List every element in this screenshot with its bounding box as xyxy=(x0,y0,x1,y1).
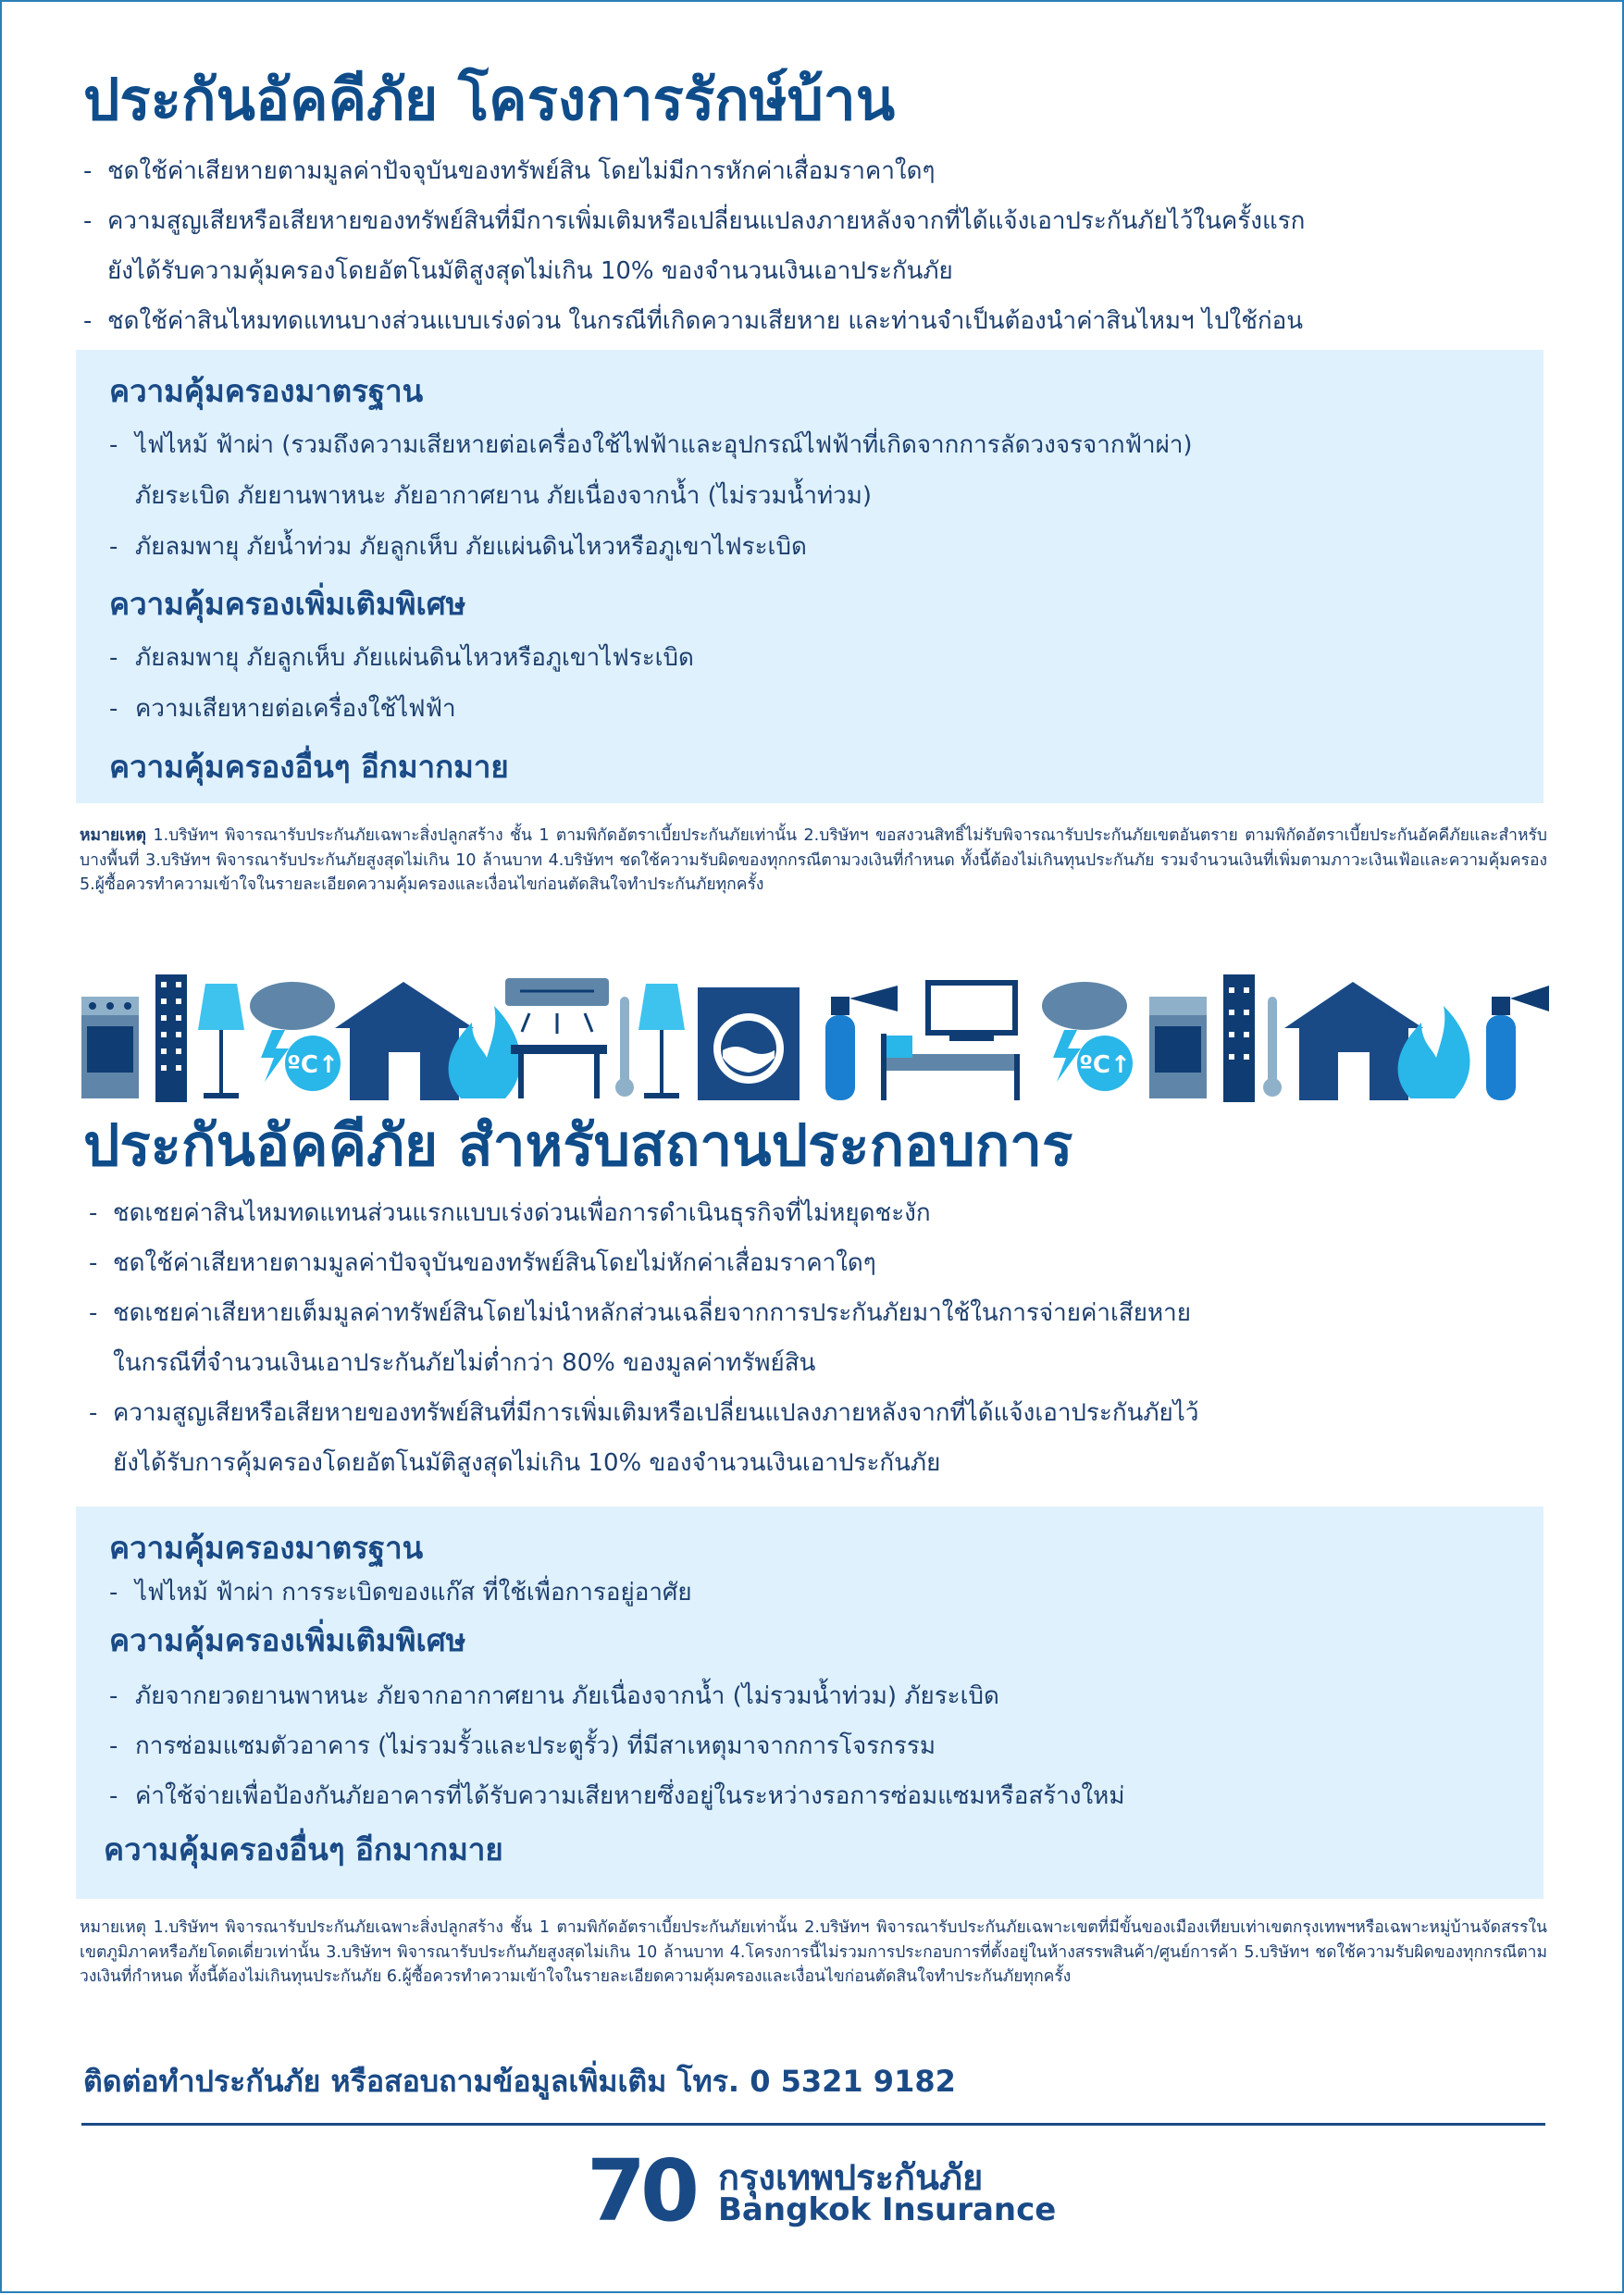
tv-icon xyxy=(925,980,1018,1041)
home-bullet: - ความสูญเสียหรือเสียหายของทรัพย์สินที่มีการเพิ่มเติมหรือเปลี่ยนแปลงภายหลังจากที่ได้แจ้งเอาประกันภัยไว้ในครั้งแรก xyxy=(83,207,1306,235)
business-bullet: - ชดเชยค่าสินไหมทดแทนส่วนแรกแบบเร่งด่วนเพื่อการดำเนินธุรกิจที่ไม่หยุดชะงัก xyxy=(89,1199,931,1227)
logo-thai-name: กรุงเทพประกันภัย xyxy=(718,2157,984,2198)
logo-70-mark: 70 xyxy=(587,2141,695,2240)
business-title: ประกันอัคคีภัย สำหรับสถานประกอบการ xyxy=(83,1111,1073,1179)
home-standard-item: ภัยระเบิด ภัยยานพาหนะ ภัยอากาศยาน ภัยเนื่องจากน้ำ (ไม่รวมน้ำท่วม) xyxy=(135,482,873,510)
home-extra-item: - ภัยลมพายุ ภัยลูกเห็บ ภัยแผ่นดินไหวหรือภูเขาไฟระเบิด xyxy=(109,644,694,672)
bangkok-insurance-logo xyxy=(587,2141,1057,2240)
bed-icon xyxy=(881,1034,1020,1100)
logo-english-name: Bangkok Insurance xyxy=(718,2191,1057,2228)
stove-icon xyxy=(1149,997,1207,1098)
home-bullet: - ชดใช้ค่าสินไหมทดแทนบางส่วนแบบเร่งด่วน ในกรณีที่เกิดความเสียหาย และท่านจำเป็นต้องนำค่าสินไหมฯ ไปใช้ก่อน xyxy=(83,307,1303,335)
flyer-page xyxy=(2,2,1624,2295)
business-extra-item: - การซ่อมแซมตัวอาคาร (ไม่รวมรั้วและประตูรั้ว) ที่มีสาเหตุมาจากการโจรกรรม xyxy=(109,1732,936,1760)
temperature-icon xyxy=(1077,1036,1133,1091)
lamp-icon xyxy=(638,984,685,1098)
business-bullet: - ชดใช้ค่าเสียหายตามมูลค่าปัจจุบันของทรัพย์สินโดยไม่หักค่าเสื่อมราคาใดๆ xyxy=(89,1249,876,1277)
svg-text:ºC↑: ºC↑ xyxy=(1079,1051,1131,1079)
business-standard-heading: ความคุ้มครองมาตรฐาน xyxy=(109,1530,424,1566)
fire-extinguisher-icon xyxy=(1486,986,1549,1100)
business-extra-item: - ค่าใช้จ่ายเพื่อป้องกันภัยอาคารที่ได้รับความเสียหายซึ่งอยู่ในระหว่างรอการซ่อมแซมหรือสร้างใหม่ xyxy=(109,1782,1125,1810)
thermometer-icon xyxy=(615,997,634,1097)
home-extra-heading: ความคุ้มครองเพิ่มเติมพิเศษ xyxy=(109,586,466,622)
home-note: หมายเหตุ 1.บริษัทฯ พิจารณารับประกันภัยเฉพาะสิ่งปลูกสร้าง ชั้น 1 ตามพิกัดอัตราเบี้ยประกันภัยเท่านั้น 2.บริษัทฯ ขอสงวนสิทธิ์ไม่รับพิจารณารับประกันภัยเขตอันตราย ตามพิกัดอัตราเบี้ยประกันอัคคีภัยและสำหรับบางพื้นที่ 3.บริษัทฯ พิจารณารับประกันภัยสูงสุดไม่เกิน 10 ล้านบาท 4.บริษัทฯ ชดใช้ความรับผิดของทุกกรณีตามวงเงินที่กำหนด ทั้งนี้ต้องไม่เกินทุนประกันภัย รวมจำนวนเงินที่เพิ่มตามภาวะเงินเฟ้อและความคุ้มครอง 5.ผู้ซื้อควรทำความเข้าใจในรายละเอียดความคุ้มครองและเงื่อนไขก่อนตัดสินใจทำประกันภัยทุกครั้ง xyxy=(80,826,1547,894)
temperature-icon xyxy=(285,1036,341,1091)
icon-strip xyxy=(80,969,1551,1108)
business-extra-heading: ความคุ้มครองเพิ่มเติมพิเศษ xyxy=(109,1622,466,1658)
home-bullet: - ชดใช้ค่าเสียหายตามมูลค่าปัจจุบันของทรัพย์สิน โดยไม่มีการหักค่าเสื่อมราคาใดๆ xyxy=(83,157,936,185)
svg-text:ºC↑: ºC↑ xyxy=(287,1051,339,1079)
business-other-heading: ความคุ้มครองอื่นๆ อีกมากมาย xyxy=(104,1831,503,1867)
business-extra-item: - ภัยจากยวดยานพาหนะ ภัยจากอากาศยาน ภัยเนื่องจากน้ำ (ไม่รวมน้ำท่วม) ภัยระเบิด xyxy=(109,1682,999,1710)
business-bullet: - ชดเชยค่าเสียหายเต็มมูลค่าทรัพย์สินโดยไม่นำหลักส่วนเฉลี่ยจากการประกันภัยมาใช้ในการจ่ายค่าเสียหาย xyxy=(89,1299,1191,1327)
air-conditioner-icon xyxy=(505,978,609,1034)
business-bullet: ในกรณีที่จำนวนเงินเอาประกันภัยไม่ต่ำกว่า 80% ของมูลค่าทรัพย์สิน xyxy=(113,1349,816,1377)
home-bullet: ยังได้รับความคุ้มครองโดยอัตโนมัติสูงสุดไม่เกิน 10% ของจำนวนเงินเอาประกันภัย xyxy=(107,257,953,285)
contact-line: ติดต่อทำประกันภัย หรือสอบถามข้อมูลเพิ่มเติม โทร. 0 5321 9182 xyxy=(83,2064,956,2099)
divider xyxy=(81,2123,1545,2126)
business-coverage-box xyxy=(76,1507,1543,1899)
stove-icon xyxy=(81,997,139,1098)
home-coverage-box xyxy=(76,350,1543,803)
business-note: หมายเหตุ 1.บริษัทฯ พิจารณารับประกันภัยเฉพาะสิ่งปลูกสร้าง ชั้น 1 ตามพิกัดอัตราเบี้ยประกันภัยเท่านั้น 2.บริษัทฯ พิจารณารับประกันภัยเฉพาะเขตที่มีขั้นของเมืองเทียบเท่าเขตกรุงเทพฯหรือเฉพาะหมู่บ้านจัดสรรในเขตภูมิภาคหรือภัยโดดเดี่ยวเท่านั้น 3.บริษัทฯ พิจารณารับประกันภัยสูงสุดไม่เกิน 10 ล้านบาท 4.โครงการนี้ไม่รวมการประกอบการที่ตั้งอยู่ในห้างสรรพสินค้า/ศูนย์การค้า 5.บริษัทฯ ชดใช้ความรับผิดของทุกกรณีตามวงเงินที่กำหนด ทั้งนี้ต้องไม่เกินทุนประกันภัย 6.ผู้ซื้อควรทำความเข้าใจในรายละเอียดความคุ้มครองและเงื่อนไขก่อนตัดสินใจทำประกันภัยทุกครั้ง xyxy=(80,1918,1547,1986)
home-standard-item: - ภัยลมพายุ ภัยน้ำท่วม ภัยลูกเห็บ ภัยแผ่นดินไหวหรือภูเขาไฟระเบิด xyxy=(109,533,807,561)
home-standard-heading: ความคุ้มครองมาตรฐาน xyxy=(109,373,424,409)
home-standard-item: - ไฟไหม้ ฟ้าผ่า (รวมถึงความเสียหายต่อเครื่องใช้ไฟฟ้าและอุปกรณ์ไฟฟ้าที่เกิดจากการลัดวงจรจากฟ้าผ่า) xyxy=(109,431,1193,459)
table-icon xyxy=(511,1045,607,1098)
home-extra-item: - ความเสียหายต่อเครื่องใช้ไฟฟ้า xyxy=(109,695,456,723)
business-standard-item: - ไฟไหม้ ฟ้าผ่า การระเบิดของแก๊ส ที่ใช้เพื่อการอยู่อาศัย xyxy=(109,1579,692,1606)
business-bullet-list xyxy=(89,1188,1560,1488)
building-icon xyxy=(1223,974,1255,1102)
business-bullet: ยังได้รับการคุ้มครองโดยอัตโนมัติสูงสุดไม่เกิน 10% ของจำนวนเงินเอาประกันภัย xyxy=(113,1449,941,1477)
thermometer-icon xyxy=(1263,997,1282,1097)
home-other-heading: ความคุ้มครองอื่นๆ อีกมากมาย xyxy=(109,749,509,785)
home-title: ประกันอัคคีภัย โครงการรักษ์บ้าน xyxy=(83,66,896,133)
building-icon xyxy=(155,974,187,1102)
home-bullet-list xyxy=(83,146,1555,346)
washing-machine-icon xyxy=(698,987,800,1100)
business-bullet: - ความสูญเสียหรือเสียหายของทรัพย์สินที่มีการเพิ่มเติมหรือเปลี่ยนแปลงภายหลังจากที่ได้แจ้งเอาประกันภัยไว้ xyxy=(89,1399,1199,1427)
lamp-icon xyxy=(198,984,244,1098)
